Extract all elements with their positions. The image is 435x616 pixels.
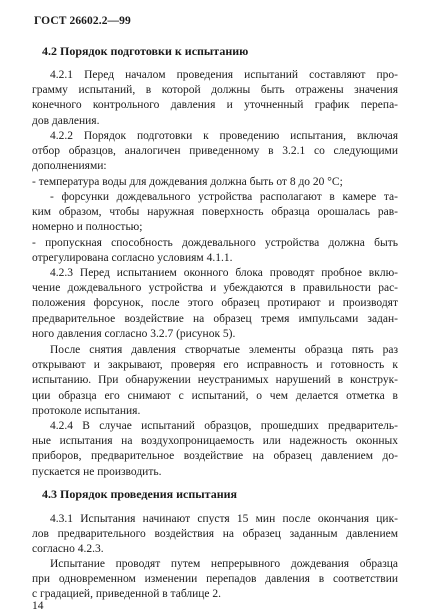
page-number: 14: [32, 600, 44, 612]
paragraph-4-2-4: [32, 419, 398, 480]
paragraph-4-2-3: [32, 266, 398, 342]
text-line: грамму испытаний, в которой должны быть отражены значения: [32, 84, 398, 97]
text-line: открывают и закрывают, проверяя его исправность и готовность к: [32, 359, 398, 372]
text-line: дополнениями:: [32, 160, 107, 173]
text-line: 4.2.2 Порядок подготовки к проведению испытания, включая: [50, 130, 398, 142]
text-line: - форсунки дождевального устройства располагают в камере та-: [50, 191, 398, 203]
document-header: ГОСТ 26602.2—99: [34, 15, 131, 27]
text-line: предварительное воздействие на образец тремя импульсами задан-: [32, 312, 398, 325]
text-line: 4.2.3 Перед испытанием оконного блока проводят пробное вклю-: [50, 267, 398, 279]
paragraph-4-2-1: [32, 68, 398, 129]
section-heading-4-2: 4.2 Порядок подготовки к испытанию: [42, 44, 249, 58]
text-line: ким образом, чтобы наружная поверхность образца орошалась рав-: [32, 206, 398, 219]
text-line: пускается не производить.: [32, 465, 162, 478]
list-item-nozzles: [32, 190, 398, 236]
list-item-capacity: [32, 236, 398, 266]
text-line: - пропускная способность дождевального устройства должна быть: [32, 237, 398, 249]
paragraph-4-2-2: [32, 129, 398, 175]
text-line: ные испытания на воздухопроницаемость или надежность оконных: [32, 435, 398, 448]
text-line: испытанию. При обнаружении неустранимых нарушений в конструк-: [32, 374, 398, 387]
text-line: чение дождевального устройства и убеждаются в правильности рас-: [32, 282, 398, 295]
text-line: - температура воды для дождевания должна быть от 8 до 20 °С;: [32, 176, 343, 188]
paragraph-after-pressure-release: [32, 343, 398, 419]
text-line: приборов, предварительное воздействие на образец давлением до-: [32, 450, 398, 463]
text-line: протоколе испытания.: [32, 404, 141, 417]
text-line: Испытание проводят путем непрерывного дождевания образца: [50, 558, 398, 570]
paragraph-4-3-1: [32, 512, 398, 558]
list-item-water-temperature: [32, 175, 398, 190]
text-line: при одновременном изменении перепадов давления в соответствии: [32, 573, 398, 586]
paragraph-continuous-spraying: [32, 557, 398, 603]
text-line: ции образца его снимают с испытаний, о чем делается отметка в: [32, 389, 398, 402]
text-line: положения форсунок, после этого образец протирают и производят: [32, 297, 398, 310]
text-line: с градацией, приведенной в таблице 2.: [32, 588, 222, 601]
text-line: отбор образцов, аналогичен приведенному в 3.2.1 со следующими: [32, 145, 398, 158]
text-line: конечного контрольного давления и уточненный график перепа-: [32, 99, 398, 112]
text-line: 4.2.1 Перед началом проведения испытаний составляют про-: [50, 69, 398, 81]
text-line: 4.2.4 В случае испытаний образцов, прошедших предваритель-: [50, 420, 398, 432]
text-line: После снятия давления створчатые элементы образца пять раз: [50, 344, 398, 356]
text-line: отрегулирована согласно условиям 4.1.1.: [32, 252, 233, 265]
text-line: лов предварительного воздействия на образец заданным давлением: [32, 528, 398, 541]
section-heading-4-3: 4.3 Порядок проведения испытания: [42, 487, 238, 501]
text-line: номерно и полностью;: [32, 221, 143, 234]
text-line: дов давления.: [32, 114, 100, 127]
text-line: ного давления согласно 3.2.7 (рисунок 5).: [32, 327, 236, 340]
text-line: согласно 4.2.3.: [32, 543, 104, 556]
text-line: 4.3.1 Испытания начинают спустя 15 мин после окончания цик-: [50, 513, 398, 525]
